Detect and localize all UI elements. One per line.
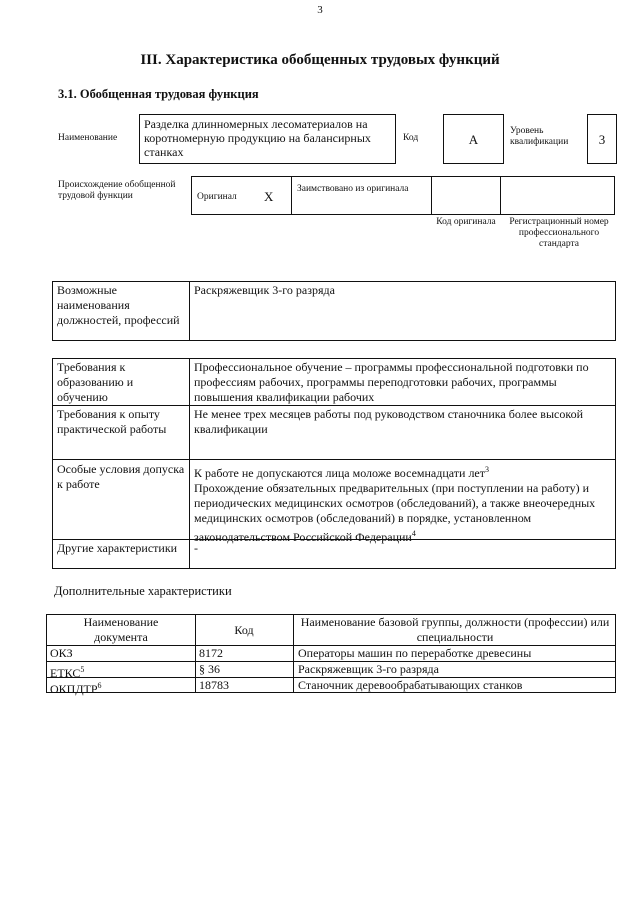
table-row-code: 8172 (199, 646, 223, 660)
positions-value: Раскряжевщик 3-го разряда (194, 283, 335, 297)
col-header-code: Код (234, 623, 254, 637)
table-row-doc: ОКЗ (50, 646, 73, 660)
table-row-code: 18783 (199, 678, 229, 692)
experience-label: Требования к опыту практической работы (57, 407, 167, 436)
positions-label: Возможные наименования должностей, профессий (57, 283, 180, 327)
code-box (443, 114, 504, 164)
req-row-line-2 (52, 459, 616, 460)
table-row-name: Операторы машин по переработке древесины (298, 646, 532, 660)
positions-divider (189, 281, 190, 341)
req-row-line-1 (52, 405, 616, 406)
name-label: Наименование (58, 133, 118, 143)
conditions-rest: Прохождение обязательных предварительных (при поступлении на работу) и периодических медицинских осмотров (обследований), а также внеочередных медицинских осмотров (обследований) в порядке, установленном законодательством Российской Федерации (194, 481, 596, 544)
original-mark: Х (264, 189, 274, 204)
original-label: Оригинал (197, 192, 237, 202)
footnote-6: 6 (97, 681, 102, 690)
table-row-doc-text: ОКПДТР (50, 682, 98, 696)
footnote-5: 5 (80, 665, 85, 674)
origin-divider-3 (500, 176, 501, 215)
footnote-4: 4 (411, 529, 416, 538)
borrowed-label: Заимствовано из оригинала (297, 184, 409, 194)
col-header-document: Наименование документа (83, 615, 159, 644)
function-name-box (139, 114, 396, 164)
education-value: Профессиональное обучение – программы профессиональной подготовки по профессиям рабочих, программы переподготовки рабочих, программы повышения квалификации рабочих (194, 360, 589, 404)
col-header-group: Наименование базовой группы, должности (профессии) или специальности (300, 615, 610, 644)
origin-divider-1 (291, 176, 292, 215)
requirements-divider (189, 358, 190, 569)
table-row-doc (50, 678, 102, 697)
table-row-code: § 36 (199, 662, 220, 676)
conditions-line1: К работе не допускаются лица моложе восемнадцати лет (194, 466, 485, 480)
code-value: А (468, 132, 479, 147)
level-label: Уровень квалификации (510, 126, 569, 147)
code-label: Код (403, 133, 419, 143)
level-value: 3 (598, 132, 606, 147)
table-row-name: Станочник деревообрабатывающих станков (298, 678, 523, 692)
reg-number-caption: Регистрационный номер профессионального стандарта (509, 217, 609, 249)
education-label: Требования к образованию и обучению (57, 360, 134, 404)
origin-label: Происхождение обобщенной трудовой функции (58, 180, 176, 201)
table-row-name: Раскряжевщик 3-го разряда (298, 662, 439, 676)
add-col-line-2 (293, 614, 294, 693)
function-name-value: Разделка длинномерных лесоматериалов на коротномерную продукцию на балансирных станках (144, 117, 371, 159)
code-original-caption: Код оригинала (436, 217, 496, 227)
other-label: Другие характеристики (57, 541, 178, 555)
section-subtitle: 3.1. Обобщенная трудовая функция (58, 87, 259, 101)
table-row-doc-text: ЕТКС (50, 666, 81, 680)
conditions-label: Особые условия допуска к работе (57, 462, 185, 491)
footnote-3: 3 (485, 465, 489, 474)
conditions-value (194, 462, 612, 545)
additional-heading: Дополнительные характеристики (54, 584, 232, 598)
experience-value: Не менее трех месяцев работы под руководством станочника более высокой квалификации (194, 407, 584, 436)
level-box (587, 114, 617, 164)
page-title: III. Характеристика обобщенных трудовых функций (140, 52, 500, 68)
page-number: 3 (317, 4, 323, 16)
other-value: - (194, 541, 198, 555)
origin-box (191, 176, 615, 215)
origin-divider-2 (431, 176, 432, 215)
